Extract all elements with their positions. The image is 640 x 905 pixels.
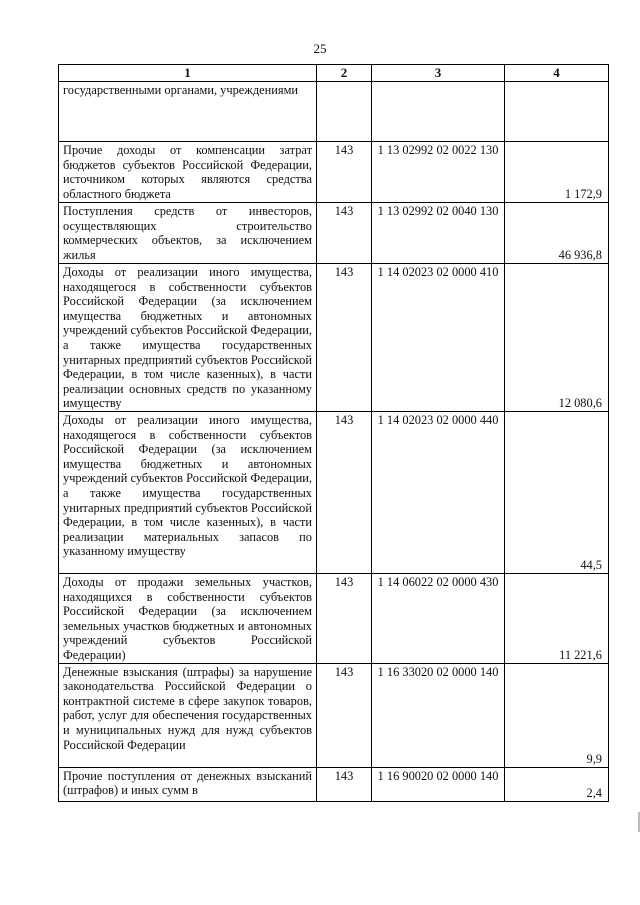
row-kbk-code: 1 16 33020 02 0000 140: [372, 663, 505, 767]
row-kbk-code: 1 14 06022 02 0000 430: [372, 574, 505, 664]
table-row: [59, 264, 609, 412]
row-admin-code: [317, 82, 372, 142]
row-kbk-code: 1 13 02992 02 0022 130: [372, 142, 505, 203]
row-kbk-code: 1 14 02023 02 0000 440: [372, 412, 505, 574]
row-admin-code: 143: [317, 142, 372, 203]
revenue-table: [58, 64, 609, 802]
row-admin-code: 143: [317, 264, 372, 412]
table-row: [59, 767, 609, 801]
row-description: Денежные взыскания (штрафы) за нарушение законодательства Российской Федерации о контрактной системе в сфере закупок товаров, работ, услуг для обеспечения государственных и муниципальных нужд для нужд субъектов Российской Федерации: [59, 663, 317, 767]
column-header-4: 4: [505, 65, 609, 82]
row-amount: [505, 82, 609, 142]
row-admin-code: 143: [317, 574, 372, 664]
table-row: [59, 574, 609, 664]
row-amount: 12 080,6: [505, 264, 609, 412]
row-description: Доходы от реализации иного имущества, находящегося в собственности субъектов Российской Федерации (за исключением имущества бюджетных и автономных учреждений субъектов Российской Федерации, а также имущества государственных унитарных предприятий субъектов Российской Федерации, в том числе казенных), в части реализации основных средств по указанному имуществу: [59, 264, 317, 412]
row-description: Доходы от продажи земельных участков, находящихся в собственности субъектов Российской Федерации (за исключением земельных участков бюджетных и автономных учреждений субъектов Российской Федерации): [59, 574, 317, 664]
row-description: Поступления средств от инвесторов, осуществляющих строительство коммерческих объектов, за исключением жилья: [59, 203, 317, 264]
row-description: Прочие поступления от денежных взысканий (штрафов) и иных сумм в: [59, 767, 317, 801]
row-amount: 11 221,6: [505, 574, 609, 664]
table-row: [59, 663, 609, 767]
table-header-row: [59, 65, 609, 82]
row-amount: 9,9: [505, 663, 609, 767]
page-number: 25: [313, 41, 327, 56]
row-kbk-code: 1 13 02992 02 0040 130: [372, 203, 505, 264]
row-admin-code: 143: [317, 203, 372, 264]
row-amount: 44,5: [505, 412, 609, 574]
row-kbk-code: 1 16 90020 02 0000 140: [372, 767, 505, 801]
row-amount: 2,4: [505, 767, 609, 801]
table-row: [59, 203, 609, 264]
table-row: [59, 412, 609, 574]
row-description: государственными органами, учреждениями: [59, 82, 317, 142]
column-header-2: 2: [317, 65, 372, 82]
row-amount: 46 936,8: [505, 203, 609, 264]
row-admin-code: 143: [317, 767, 372, 801]
table-row: [59, 142, 609, 203]
row-description: Доходы от реализации иного имущества, находящегося в собственности субъектов Российской Федерации (за исключением имущества бюджетных и автономных учреждений субъектов Российской Федерации, а также имущества государственных унитарных предприятий субъектов Российской Федерации, в том числе казенных), в части реализации материальных запасов по указанному имуществу: [59, 412, 317, 574]
row-amount: 1 172,9: [505, 142, 609, 203]
column-header-1: 1: [59, 65, 317, 82]
row-admin-code: 143: [317, 663, 372, 767]
row-admin-code: 143: [317, 412, 372, 574]
row-kbk-code: 1 14 02023 02 0000 410: [372, 264, 505, 412]
row-description: Прочие доходы от компенсации затрат бюджетов субъектов Российской Федерации, источником которых являются средства областного бюджета: [59, 142, 317, 203]
column-header-3: 3: [372, 65, 505, 82]
row-kbk-code: [372, 82, 505, 142]
table-row: [59, 82, 609, 142]
